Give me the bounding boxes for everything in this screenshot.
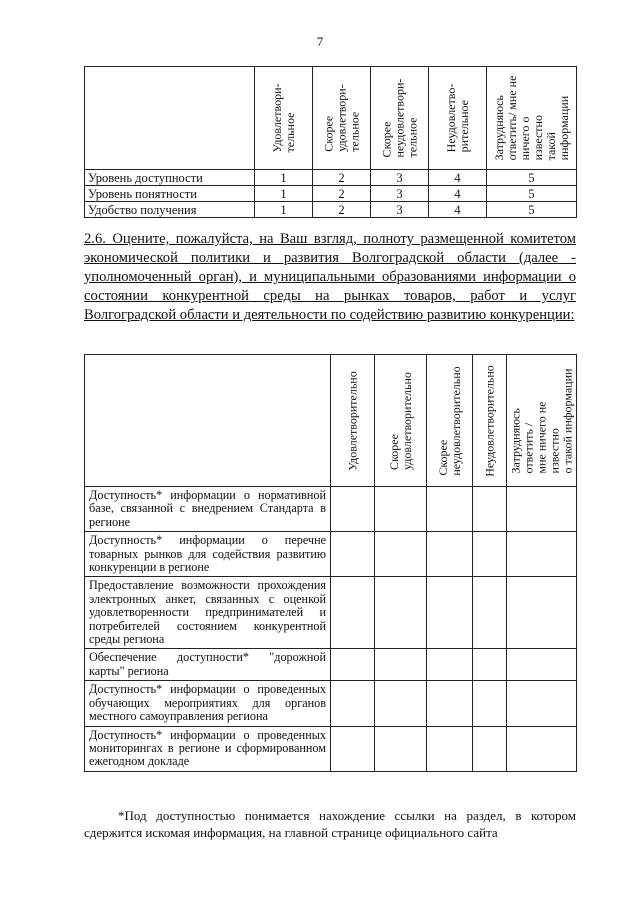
row-label: Предоставление возможности прохождения электронных анкет, связанных с оценкой удовлетворенности предпринимателей и потребителей состоянием конкурентной среды региона	[85, 577, 331, 649]
rating-option[interactable]: 2	[313, 170, 371, 186]
table1-header-cell	[313, 67, 371, 170]
row-label: Доступность* информации о проведенных обучающих мероприятиях для органов местного самоуправления региона	[85, 681, 331, 726]
rating-option[interactable]: 5	[487, 186, 577, 202]
rating-option[interactable]: 1	[255, 186, 313, 202]
rating-option[interactable]: 5	[487, 202, 577, 218]
answer-cell[interactable]	[473, 681, 507, 726]
table2-header-cell	[375, 355, 427, 487]
answer-cell[interactable]	[473, 487, 507, 532]
answer-cell[interactable]	[473, 649, 507, 681]
answer-cell[interactable]	[427, 649, 473, 681]
satisfaction-table-1	[84, 66, 577, 218]
answer-cell[interactable]	[507, 532, 577, 577]
answer-cell[interactable]	[427, 577, 473, 649]
table1-header-cell	[255, 67, 313, 170]
row-label: Уровень понятности	[85, 186, 255, 202]
rating-option[interactable]: 1	[255, 170, 313, 186]
answer-cell[interactable]	[331, 649, 375, 681]
answer-cell[interactable]	[473, 577, 507, 649]
answer-cell[interactable]	[427, 532, 473, 577]
answer-cell[interactable]	[473, 726, 507, 771]
answer-cell[interactable]	[473, 532, 507, 577]
rating-option[interactable]: 1	[255, 202, 313, 218]
answer-cell[interactable]	[331, 487, 375, 532]
page-number: 7	[316, 34, 324, 49]
answer-cell[interactable]	[507, 577, 577, 649]
answer-cell[interactable]	[507, 726, 577, 771]
answer-cell[interactable]	[427, 487, 473, 532]
table2-corner-cell	[85, 355, 331, 487]
rating-option[interactable]: 3	[371, 186, 429, 202]
answer-cell[interactable]	[507, 681, 577, 726]
row-label: Удобство получения	[85, 202, 255, 218]
answer-cell[interactable]	[331, 577, 375, 649]
table2-header-cell	[427, 355, 473, 487]
table-row	[85, 487, 577, 532]
answer-cell[interactable]	[375, 681, 427, 726]
table2-header-cell	[473, 355, 507, 487]
answer-cell[interactable]	[375, 649, 427, 681]
rating-option[interactable]: 3	[371, 202, 429, 218]
rating-option[interactable]: 5	[487, 170, 577, 186]
table1-header-cell	[429, 67, 487, 170]
answer-cell[interactable]	[507, 649, 577, 681]
answer-cell[interactable]	[331, 681, 375, 726]
table1-corner-cell	[85, 67, 255, 170]
answer-cell[interactable]	[507, 487, 577, 532]
table1-header-satisfactory: Удовлетвори- тельное	[269, 83, 297, 153]
table2-header-hard-to-answer: Затрудняюсь ответить / мне ничего не известно о такой информации	[508, 368, 574, 473]
rating-option[interactable]: 2	[313, 202, 371, 218]
table-row	[85, 577, 577, 649]
table2-header-cell	[507, 355, 577, 487]
table-row	[85, 532, 577, 577]
answer-cell[interactable]	[375, 577, 427, 649]
rating-option[interactable]: 2	[313, 186, 371, 202]
row-label: Уровень доступности	[85, 170, 255, 186]
table-row	[85, 681, 577, 726]
rating-option[interactable]: 4	[429, 170, 487, 186]
satisfaction-table-2	[84, 354, 577, 772]
answer-cell[interactable]	[375, 487, 427, 532]
rating-option[interactable]: 4	[429, 186, 487, 202]
table-row	[85, 202, 577, 218]
table1-header-rather-satisfactory: Скорее удовлетвори- тельное	[321, 84, 361, 152]
table2-header-satisfactory: Удовлетворительно	[345, 370, 359, 471]
row-label: Обеспечение доступности* "дорожной карты" региона	[85, 649, 331, 681]
answer-cell[interactable]	[331, 726, 375, 771]
row-label: Доступность* информации о нормативной базе, связанной с внедрением Стандарта в регионе	[85, 487, 331, 532]
table1-header-cell	[371, 67, 429, 170]
answer-cell[interactable]	[427, 681, 473, 726]
row-label: Доступность* информации о проведенных мониторингах в регионе и сформированном ежегодном докладе	[85, 726, 331, 771]
rating-option[interactable]: 3	[371, 170, 429, 186]
table-row	[85, 186, 577, 202]
answer-cell[interactable]	[427, 726, 473, 771]
table1-header-hard-to-answer: Затрудняюсь ответить/ мне не ничего о известно такой информации	[491, 75, 571, 161]
table2-header-rather-unsatisfactory: Скорее неудовлетворительно	[435, 365, 463, 476]
table-row	[85, 649, 577, 681]
answer-cell[interactable]	[375, 532, 427, 577]
question-text: 2.6. Оцените, пожалуйста, на Ваш взгляд, полноту размещенной комитетом экономической политики и развития Волгоградской области (далее - уполномоченный орган), и муниципальными образованиями информации о состоянии конкурентной среды на рынках товаров, работ и услуг Волгоградской области и деятельности по содействию развитию конкуренции:	[84, 231, 576, 323]
table-row	[85, 170, 577, 186]
answer-cell[interactable]	[375, 726, 427, 771]
table2-header-cell	[331, 355, 375, 487]
table1-header-unsatisfactory: Неудовлетво- рительное	[443, 83, 471, 153]
rating-option[interactable]: 4	[429, 202, 487, 218]
row-label: Доступность* информации о перечне товарных рынков для содействия развитию конкуренции в регионе	[85, 532, 331, 577]
table2-header-unsatisfactory: Неудовлетворительно	[482, 364, 496, 477]
table1-header-cell	[487, 67, 577, 170]
answer-cell[interactable]	[331, 532, 375, 577]
footnote: *Под доступностью понимается нахождение ссылки на раздел, в котором сдержится искомая информация, на главной странице официального сайта	[84, 808, 576, 840]
table2-header-rather-satisfactory: Скорее удовлетворительно	[386, 371, 414, 470]
table-row	[85, 726, 577, 771]
question-2-6	[84, 230, 576, 325]
table1-header-rather-unsatisfactory: Скорее неудовлетвори- тельное	[379, 78, 419, 158]
